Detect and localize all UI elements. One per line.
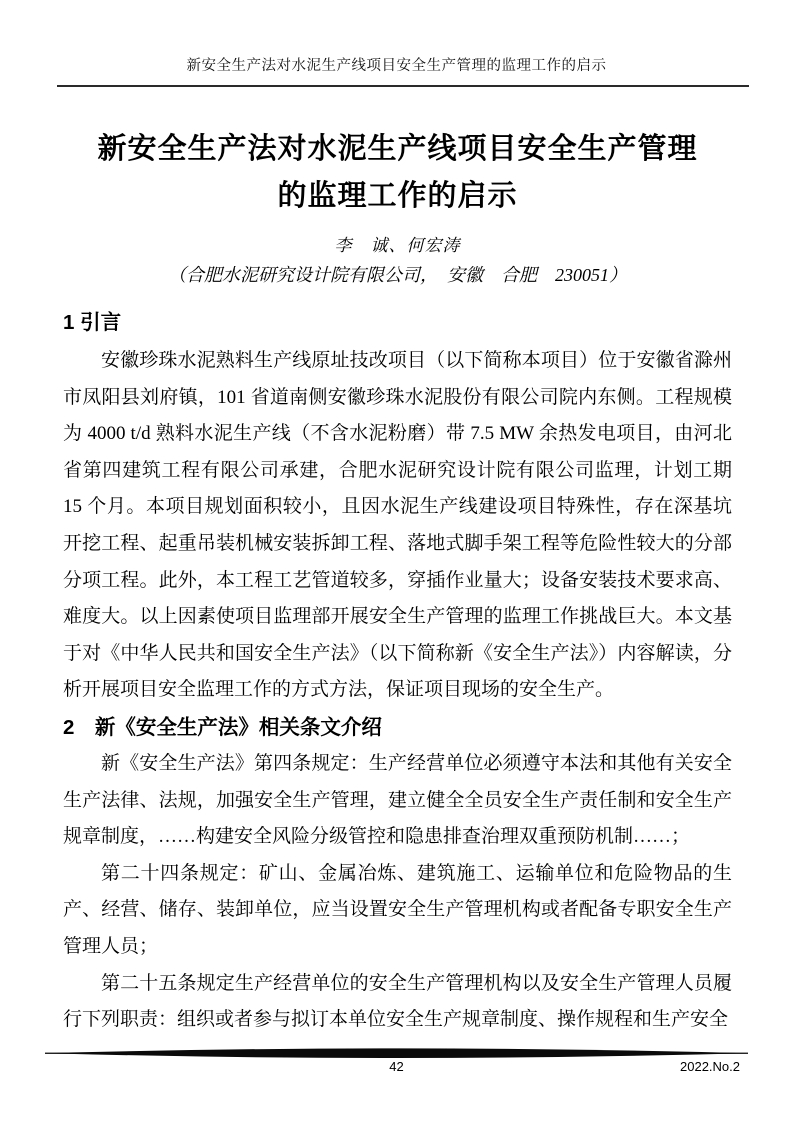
header-rule: [57, 85, 749, 87]
section-heading-2: 2 新《安全生产法》相关条文介绍: [63, 715, 382, 739]
article-body: [63, 110, 732, 1039]
article-title-line-1: 新安全生产法对水泥生产线项目安全生产管理: [97, 133, 698, 165]
author-names: 李 诚、何宏涛: [334, 236, 461, 255]
paragraph-article-4: 新《安全生产法》第四条规定：生产经营单位必须遵守本法和其他有关安全生产法律、法规，加强安全生产管理，建立健全全员安全生产责任制和安全生产规章制度，……构建安全风险分级管控和隐患排查治理双重预防机制……；: [63, 752, 732, 848]
paragraph-article-25: 第二十五条规定生产经营单位的安全生产管理机构以及安全生产管理人员履行下列职责：组织或者参与拟订本单位安全生产规章制度、操作规程和生产安全: [63, 972, 732, 1031]
page-number: 42: [389, 1059, 404, 1074]
running-header-title: 新安全生产法对水泥生产线项目安全生产管理的监理工作的启示: [186, 58, 607, 74]
issue-label: 2022.No.2: [680, 1059, 740, 1074]
footer-text-row: [45, 1059, 748, 1077]
section-heading-1: 1 引言: [63, 311, 122, 334]
footer-divider-lens: [45, 1048, 748, 1059]
article-title-line-2: 的监理工作的启示: [277, 180, 518, 212]
author-affiliation: （合肥水泥研究设计院有限公司， 安徽 合肥 230051）: [168, 265, 627, 285]
article-title: [63, 126, 732, 220]
paragraph-article-24: 第二十四条规定：矿山、金属冶炼、建筑施工、运输单位和危险物品的生产、经营、储存、装卸单位，应当设置安全生产管理机构或者配备专职安全生产管理人员；: [63, 862, 732, 957]
page-footer: [45, 1048, 748, 1082]
paragraph-introduction: 安徽珍珠水泥熟料生产线原址技改项目（以下简称本项目）位于安徽省滁州市凤阳县刘府镇，101 省道南侧安徽珍珠水泥股份有限公司院内东侧。工程规模为 4000 t/d 熟料水泥生产线（不含水泥粉磨）带 7.5 MW 余热发电项目，由河北省第四建筑工程有限公司承建，合肥水泥研究设计院有限公司监理，计划工期 15 个月。本项目规划面积较小，且因水泥生产线建设项目特殊性，存在深基坑开挖工程、起重吊装机械安装拆卸工程、落地式脚手架工程等危险性较大的分部分项工程。此外，本工程工艺管道较多，穿插作业量大；设备安装技术要求高、难度大。以上因素使项目监理部开展安全生产管理的监理工作挑战巨大。本文基于对《中华人民共和国安全生产法》（以下简称新《安全生产法》）内容解读，分析开展项目安全监理工作的方式方法，保证项目现场的安全生产。: [63, 350, 732, 701]
